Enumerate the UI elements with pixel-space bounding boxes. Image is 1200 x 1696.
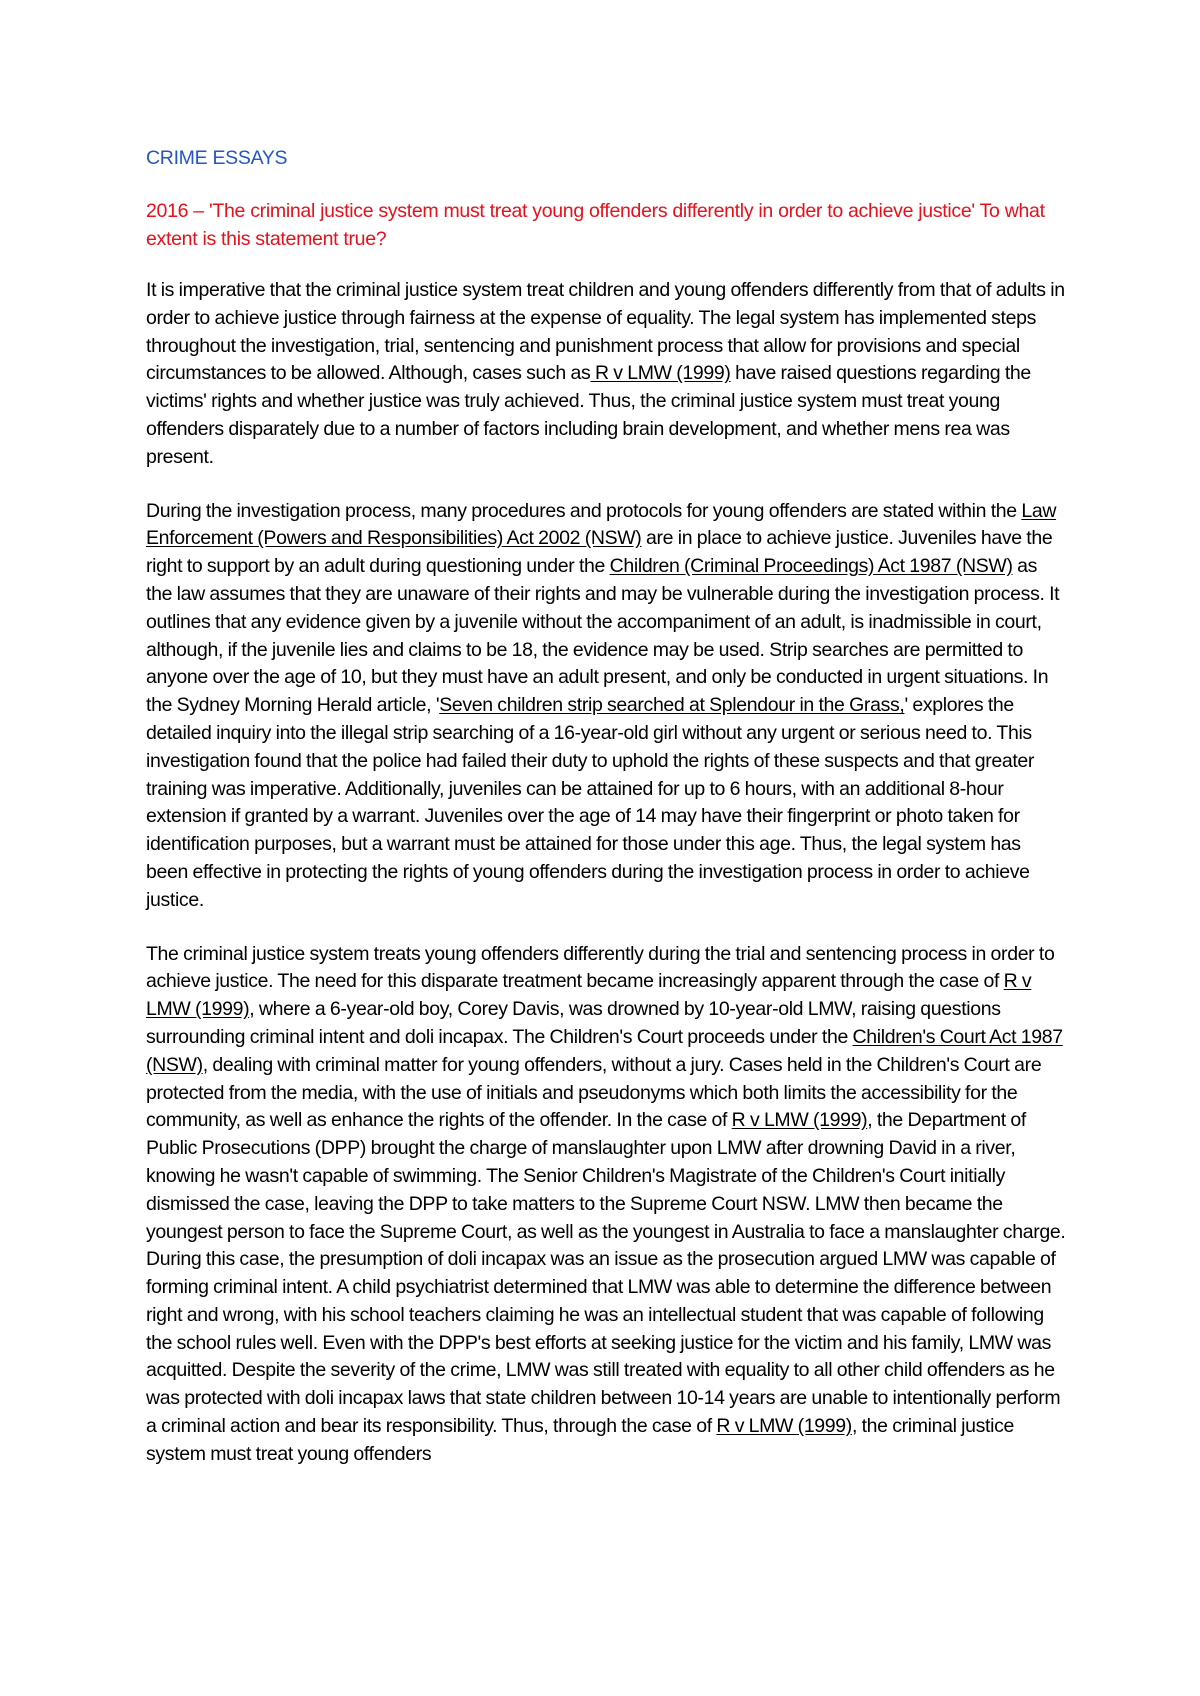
case-or-legislation-reference: R v LMW (1999) xyxy=(716,1415,852,1438)
essay-paragraph xyxy=(146,941,1066,1469)
paragraph-text: , the Department of Public Prosecutions (DPP) brought the charge of manslaughter upon LMW after drowning David in a river, knowing he wasn't capable of swimming. The Senior Children's Magistrate of the Children's Court initially dismissed the case, leaving the DPP to take matters to the Supreme Court NSW. LMW then became the youngest person to face the Supreme Court, as well as the youngest in Australia to face a manslaughter charge. During this case, the presumption of doli incapax was an issue as the prosecution argued LMW was capable of forming criminal intent. A child psychiatrist determined that LMW was able to determine the difference between right and wrong, with his school teachers claiming he was an intellectual student that was capable of following the school rules well. Even with the DPP's best efforts at seeking justice for the victim and his family, LMW was acquitted. Despite the severity of the crime, LMW was still treated with equality to all other child offenders as he was protected with doli incapax laws that state children between 10-14 years are unable to intentionally perform a criminal action and bear its responsibility. Thus, through the case of xyxy=(146,1109,1066,1438)
case-or-legislation-reference: Seven children strip searched at Splendour in the Grass, xyxy=(439,694,905,717)
paragraph-text: ' explores the detailed inquiry into the illegal strip searching of a 16-year-old girl without any urgent or serious need to. This investigation found that the police had failed their duty to uphold the rights of these suspects and that greater training was imperative. Additionally, juveniles can be attained for up to 6 hours, with an additional 8-hour extension if granted by a warrant. Juveniles over the age of 14 may have their fingerprint or photo taken for identification purposes, but a warrant must be attained for those under this age. Thus, the legal system has been effective in protecting the rights of young offenders during the investigation process in order to achieve justice. xyxy=(146,694,1035,911)
case-or-legislation-reference: R v LMW (1999) xyxy=(590,362,731,385)
paragraph-text: are in place to achieve justice. Juveniles have the right to support by an adult during questioning under the xyxy=(146,527,1053,578)
paragraph-text: , the criminal justice system must treat young offenders xyxy=(146,1415,1014,1465)
paragraph-text: have raised questions regarding the victims' rights and whether justice was truly achieved. Thus, the criminal justice system must treat young offenders disparately due to a number of factors including brain development, and whether mens rea was present. xyxy=(146,362,1031,468)
paragraph-text: It is imperative that the criminal justice system treat children and young offenders differently from that of adults in order to achieve justice through fairness at the expense of equality. The legal system has implemented steps throughout the investigation, trial, sentencing and punishment process that allow for provisions and special circumstances to be allowed. Although, cases such as xyxy=(146,279,1065,385)
case-or-legislation-reference: Children (Criminal Proceedings) Act 1987 (NSW) xyxy=(609,555,1013,578)
essay-question: 2016 – 'The criminal justice system must treat young offenders differently in order to achieve justice' To what extent is this statement true? xyxy=(146,200,1045,250)
essay-body xyxy=(146,277,1066,1469)
paragraph-text: , dealing with criminal matter for young offenders, without a jury. Cases held in the Children's Court are protected from the media, with the use of initials and pseudonyms which both limits the accessibility for the community, as well as enhance the rights of the offender. In the case of xyxy=(146,1053,1042,1132)
essay-paragraph xyxy=(146,498,1066,915)
document-heading: CRIME ESSAYS xyxy=(146,147,288,169)
case-or-legislation-reference: Law Enforcement (Powers and Responsibilities) Act 2002 (NSW) xyxy=(146,499,1057,550)
paragraph-text: During the investigation process, many procedures and protocols for young offenders are stated within the xyxy=(146,499,1022,522)
document-content xyxy=(146,145,1066,1469)
case-or-legislation-reference: Children's Court Act 1987 (NSW) xyxy=(146,1025,1063,1076)
case-or-legislation-reference: R v LMW (1999) xyxy=(731,1109,868,1132)
paragraph-text: The criminal justice system treats young offenders differently during the trial and sentencing process in order to achieve justice. The need for this disparate treatment became increasingly apparent through the case of xyxy=(146,942,1055,993)
paragraph-text: as the law assumes that they are unaware of their rights and may be vulnerable during the investigation process. It outlines that any evidence given by a juvenile without the accompaniment of an adult, is inadmissible in court, although, if the juvenile lies and claims to be 18, the evidence may be used. Strip searches are permitted to anyone over the age of 10, but they must have an adult present, and only be conducted in urgent situations. In the Sydney Morning Herald article, ' xyxy=(146,555,1060,717)
case-or-legislation-reference: R v LMW (1999) xyxy=(146,970,1032,1021)
paragraph-text: , where a 6-year-old boy, Corey Davis, was drowned by 10-year-old LMW, raising questions surrounding criminal intent and doli incapax. The Children's Court proceeds under the xyxy=(146,998,1001,1048)
essay-paragraph xyxy=(146,277,1066,472)
